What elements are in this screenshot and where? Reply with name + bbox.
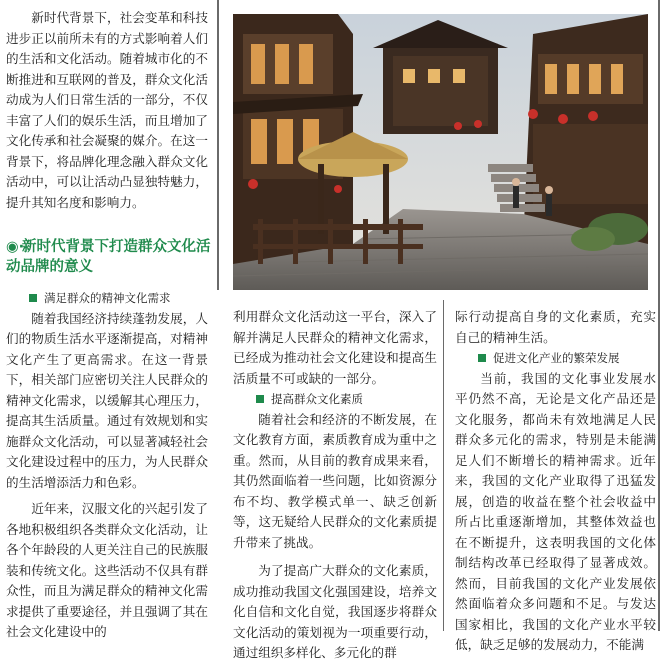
paragraph: 际行动提高自身的文化素质，充实自己的精神生活。 [455,309,656,345]
column-divider-1 [217,0,219,290]
page-right-border [658,0,660,631]
column-1 [6,8,208,213]
column-3 [455,307,656,656]
subheading-1: 满足群众的精神文化需求 [6,288,208,309]
section-title-text: 新时代背景下打造群众文化活动品牌的意义 [6,239,211,275]
paragraph: 利用群众文化活动这一平台，深入了解并满足人民群众的精神文化需求，已经成为推动社会文化建设和提高生活质量不可或缺的一部分。 [233,309,437,386]
paragraph: 当前，我国的文化事业发展水平仍然不高，无论是文化产品还是文化服务，都尚未有效地满足人民群众多元化的需求，特别是未能满足人们不断增长的精神需求。近年来，我国的文化产业取得了迅猛发展，创造的收益在整个社会收益中所占比重逐渐增加，其整体效益也在不断提升，这表明我国的文化体制结构改革已经取得了显著成效。然而，目前我国的文化产业发展依然面临着众多问题和不足。与发达国家相比，我国的文化产业水平较低，缺乏足够的发展动力，不能满 [455,370,656,652]
subheading-2: 提高群众文化素质 [233,389,437,410]
green-square-icon [478,354,486,362]
paragraph: 随着我国经济持续蓬勃发展，人们的物质生活水平逐渐提高，对精神文化产生了更高需求。在这一背景下，相关部门应密切关注人民群众的精神文化需求，以缓解其心理压力，提高其生活质量。通过有效规划和实施群众文化活动，可以显著减轻社会文化建设过程中的压力，为人民群众的生活增添活力和色彩。 [6,310,208,490]
green-square-icon [29,294,37,302]
column-divider-2 [443,300,444,631]
section-title [6,237,216,277]
paragraph: 近年来，汉服文化的兴起引发了各地积极组织各类群众文化活动，让各个年龄段的人更关注自己的民族服装和传统文化。这些活动不仅具有群众性，而且为满足群众的精神文化需求提供了重要途径，并且强调了其在社会文化建设中的 [6,501,208,639]
intro-paragraph: 新时代背景下，社会变革和科技进步正以前所未有的方式影响着人们的生活和文化活动。随着城市化的不断推进和互联网的普及，群众文化活动成为人们日常生活的一部分，不仅丰富了人们的娱乐生活，而且增加了文化传承和社会凝聚的媒介。在这一背景下，将品牌化理念融入群众文化活动中，可以让活动凸显独特魅力，提升其知名度和影响力。 [6,10,208,210]
green-square-icon [256,395,264,403]
ancient-town-photo [233,14,648,290]
subheading-3: 促进文化产业的繁荣发展 [455,348,656,369]
section-bullet-icon: ◉· [6,239,25,255]
column-2 [233,307,437,664]
column-1-body [6,288,208,643]
paragraph: 随着社会和经济的不断发展，在文化教育方面，素质教育成为重中之重。然而，从目前的教育成果来看，其仍然面临着一些问题，比如资源分布不均、教学模式单一、缺乏创新等，这无疑给人民群众的文化素质提升带来了挑战。 [233,411,437,550]
paragraph: 为了提高广大群众的文化素质，成功推动我国文化强国建设，培养文化自信和文化自觉，我国逐步将群众文化活动的策划视为一项重要行动，通过组织多样化、多元化的群 [233,563,437,660]
